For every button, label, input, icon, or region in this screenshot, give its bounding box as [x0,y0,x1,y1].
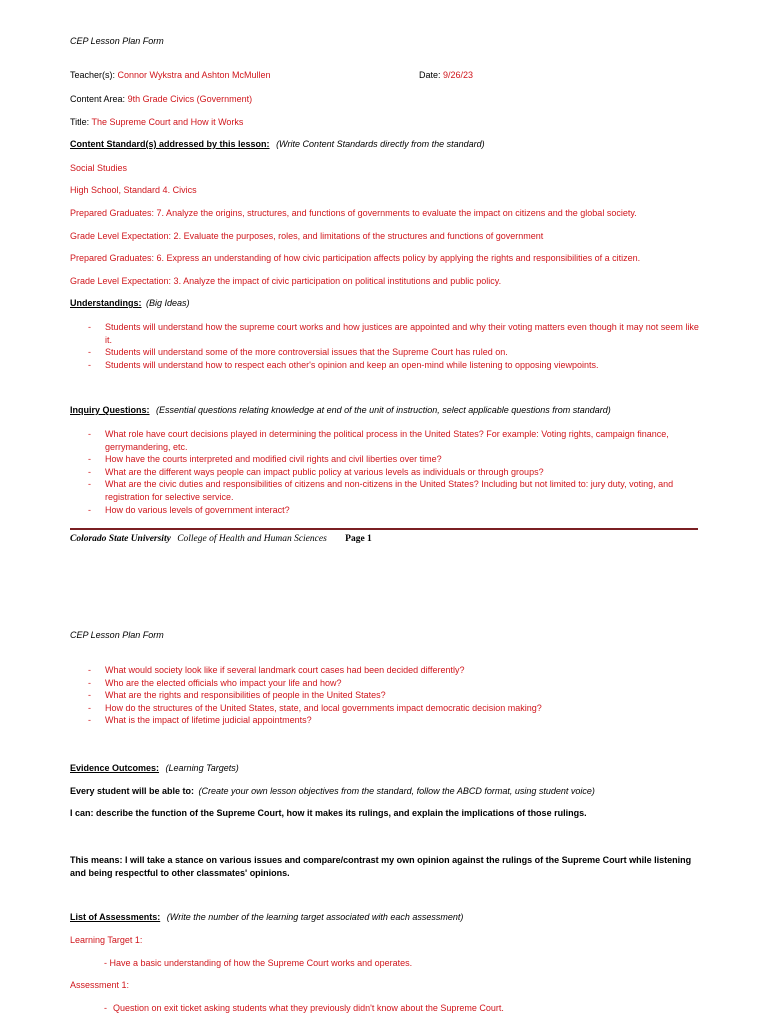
form-title: CEP Lesson Plan Form [70,630,164,640]
standards-heading-line [70,139,485,149]
understandings-list [88,321,708,371]
content-area-line [70,94,252,104]
learning-target-text: - Have a basic understanding of how the Supreme Court works and operates. [104,958,413,968]
list-item: - What are the rights and responsibilities of people in the United States? [88,690,386,701]
standards-note: (Write Content Standards directly from the standard) [276,139,485,149]
list-item: - Students will understand how the supreme court works and how justices are appointed and why their voting matters even though it may not seem like it. [88,322,699,345]
evidence-heading-line [70,763,239,773]
list-item: - How have the courts interpreted and modified civil rights and civil liberties over time? [88,454,442,465]
understandings-heading: Understandings: [70,298,142,308]
standard-item: Grade Level Expectation: 2. Evaluate the purposes, roles, and limitations of the structures and functions of government [70,231,544,241]
list-item: - Students will understand some of the more controversial issues that the Supreme Court has ruled on. [88,347,508,358]
every-student-label: Every student will be able to: [70,786,195,796]
teachers-line [70,70,271,80]
inquiry-list-continued [88,664,708,727]
date-line [419,70,473,80]
assessments-heading-line [70,912,463,922]
evidence-note: (Learning Targets) [165,763,239,773]
date-value: 9/26/23 [443,70,474,80]
content-area-label: Content Area: [70,94,126,104]
list-item: - How do the structures of the United States, state, and local governments impact democratic decision making? [88,702,542,713]
list-item: - What are the civic duties and responsibilities of citizens and non-citizens in the United States? Including but not limited to: jury duty, voting, and registration for selective service. [88,479,674,502]
i-can-statement: I can: describe the function of the Supreme Court, how it makes its rulings, and explain the implications of those rulings. [70,808,587,818]
standards-heading: Content Standard(s) addressed by this lesson: [70,139,270,149]
teachers-value: Connor Wykstra and Ashton McMullen [117,70,271,80]
standard-item: Prepared Graduates: 6. Express an understanding of how civic participation affects policy by applying the rights and responsibilities of a citizen. [70,253,641,263]
form-title: CEP Lesson Plan Form [70,36,164,46]
content-area-value: 9th Grade Civics (Government) [127,94,253,104]
every-student-note: (Create your own lesson objectives from the standard, follow the ABCD format, using student voice) [198,786,595,796]
footer-page-number: Page 1 [345,534,372,544]
inquiry-heading-line [70,405,611,415]
inquiry-note: (Essential questions relating knowledge at end of the unit of instruction, select applicable questions from standard) [156,405,611,415]
understandings-note: (Big Ideas) [146,298,190,308]
list-item: - How do various levels of government interact? [88,504,290,515]
inquiry-heading: Inquiry Questions: [70,405,150,415]
assessments-note: (Write the number of the learning target associated with each assessment) [166,912,464,922]
footer-college: College of Health and Human Sciences [177,534,327,544]
title-line [70,117,243,127]
learning-target-label: Learning Target 1: [70,935,143,945]
standard-item: High School, Standard 4. Civics [70,185,197,195]
list-item: - What is the impact of lifetime judicial appointments? [88,715,312,726]
title-label: Title: [70,117,90,127]
assessment-item: - Question on exit ticket asking students what they previously didn't know about the Supreme Court. [104,1003,504,1013]
assessment-label: Assessment 1: [70,980,130,990]
understandings-heading-line [70,298,190,308]
list-item: - What would society look like if several landmark court cases had been decided differently? [88,665,465,675]
standard-item: Prepared Graduates: 7. Analyze the origins, structures, and functions of governments to evaluate the impact on citizens and the global society. [70,208,637,218]
date-label: Date: [419,70,441,80]
list-item: - Students will understand how to respect each other's opinion and keep an open-mind while listening to opposing viewpoints. [88,359,599,370]
standard-item: Grade Level Expectation: 3. Analyze the impact of civic participation on political institutions and public policy. [70,276,502,286]
footer-university: Colorado State University [70,534,171,544]
assessments-heading: List of Assessments: [70,912,161,922]
list-item: - Who are the elected officials who impact your life and how? [88,677,342,688]
this-means-statement: This means: I will take a stance on various issues and compare/contrast my own opinion against the rulings of the Supreme Court while listening and being respectful to other classmates' opinions. [70,855,692,878]
every-student-line [70,786,595,796]
evidence-heading: Evidence Outcomes: [70,763,160,773]
list-item: - What role have court decisions played in determining the political process in the United States? For example: Voting rights, campaign finance, gerrymandering, etc. [88,429,669,452]
teachers-label: Teacher(s): [70,70,116,80]
standard-item: Social Studies [70,163,128,173]
list-item: - What are the different ways people can impact public policy at various levels as individuals or through groups? [88,466,544,477]
inquiry-list [88,428,708,516]
footer-divider [70,528,698,530]
page-footer [70,534,372,544]
title-value: The Supreme Court and How it Works [91,117,244,127]
